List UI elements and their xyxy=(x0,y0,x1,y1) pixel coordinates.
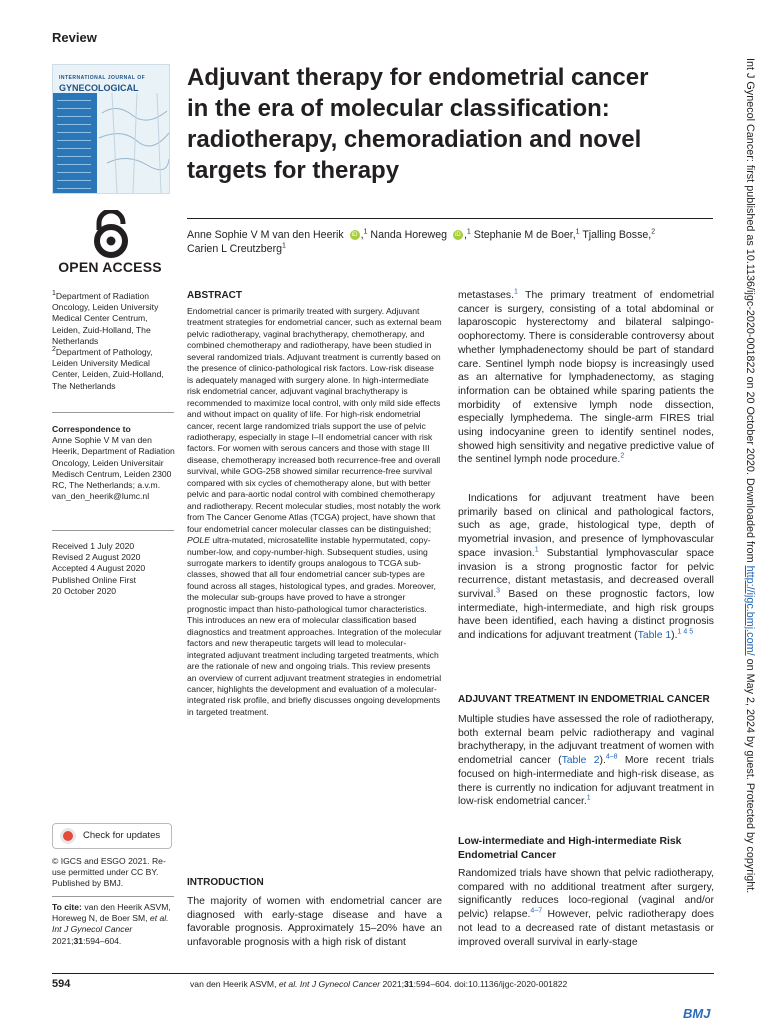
cover-world-map-graphic xyxy=(97,93,169,193)
section-label: Review xyxy=(52,30,97,45)
vertical-download-note: Int J Gynecol Cancer: first published as 10.1136/ijgc-2020-001822 on 20 October 2020. Downloaded from http://ijgc.bmj.com/ on May 2, 2024 by guest. Protected by copyright. xyxy=(744,58,756,894)
check-for-updates-button[interactable]: Check for updates xyxy=(52,823,172,849)
orcid-icon[interactable]: iD xyxy=(453,230,463,240)
sidebar-divider xyxy=(52,412,174,413)
affiliation-2: $^2$Department of Pathology, Leiden University Medical Center, Leiden, Zuid-Holland, The Netherlands xyxy=(52,346,164,391)
open-access-label: OPEN ACCESS xyxy=(58,259,162,275)
author-name: Anne Sophie V M van den Heerik xyxy=(187,229,344,241)
author-name: Tjalling Bosse, xyxy=(582,229,652,241)
open-access-lock-icon xyxy=(86,210,136,258)
sidebar-divider xyxy=(52,530,174,531)
body-paragraph-2: Indications for adjuvant treatment have been primarily based on clinical and pathological factors, such as age, grade, histological type, depth of myometrial invasion, and presence of lymphovascular space invasion.$^1$ Substantial lymphovascular space invasion is a strong prognostic factor for pelvic recurrence, distant metastasis, and decreased overall survival.$^3$ Based on these prognostic factors, low intermediate, high-intermediate, and high risk groups have been identified, each having a distinct prognosis and indications for adjuvant treatment (Table 1).$^{1 4 5}$ xyxy=(458,493,715,642)
page-number: 594 xyxy=(52,978,71,990)
journal-cover-image[interactable] xyxy=(52,64,170,194)
bmj-logo: BMJ xyxy=(683,1006,711,1021)
affiliation-1: $^1$Department of Radiation Oncology, Leiden University Medical Center Centrum, Leiden, Zuid-Holland, The Netherlands xyxy=(52,290,159,346)
body-paragraph-4: Randomized trials have shown that pelvic radiotherapy, compared with no additional treatment after surgery, significantly reduces loco-regional (vaginal and/or pelvic) relapse.$^{4-7}$ However, pelvic radiotherapy does not lead to a decreased rate of distant metastasis or improved overall survival in early-stage xyxy=(458,868,714,948)
affiliations xyxy=(52,291,176,392)
body-paragraph-3: Multiple studies have assessed the role of radiotherapy, both external beam pelvic radiotherapy and vaginal brachytherapy, in the adjuvant treatment of women with endometrial cancer (Table 2).$^{4-8}$ More recent trials focused on high-intermediate and high-risk disease, as there is currently no indication for adjuvant treatment in low-risk endometrial cancer.$^1$ xyxy=(458,714,714,808)
introduction-paragraph: The majority of women with endometrial cancer are diagnosed with early-stage disease and have a favorable prognosis. Approximately 15–20% have an unfavorable prognosis with a high risk of distant xyxy=(187,896,442,949)
body-paragraph-1: metastases.$^1$ The primary treatment of endometrial cancer is surgery, consisting of a total abdominal or laparoscopic hysterectomy and bilateral salpingo-oophorectomy. There is considerable controversy about whether lymphadenectomy should be part of standard care. Sentinel lymph node biopsy is increasingly used as an alternative for lymphadenectomy, as staging information can be obtained while sparing patients the morbidity of extensive lymph node dissection, especially lymphedema. The single-arm FIRES trial using indocyanine green to identify sentinel nodes, showed high sensitivity and negative predictive value of the sentinel lymph node procedure.$^2$ xyxy=(458,288,714,466)
table-1-link[interactable]: Table 1 xyxy=(637,630,672,642)
introduction-heading: INTRODUCTION xyxy=(187,877,264,888)
footer-divider xyxy=(52,973,714,974)
footer-citation: van den Heerik ASVM, et al. Int J Gynecol Cancer 2021;31:594–604. doi:10.1136/ijgc-2020-001822 xyxy=(190,979,568,989)
author-name: Carien L Creutzberg xyxy=(187,243,282,255)
crossmark-icon xyxy=(60,828,76,844)
abstract-heading: ABSTRACT xyxy=(187,290,242,301)
article-title: Adjuvant therapy for endometrial cancer in the era of molecular classification: radiotherapy, chemoradiation and novel targets for therapy xyxy=(187,64,649,184)
cover-contents-band xyxy=(53,93,97,193)
orcid-icon[interactable]: iD xyxy=(350,230,360,240)
abstract-body: Endometrial cancer is primarily treated with surgery. Adjuvant treatment strategies for endometrial cancer, such as external beam pelvic radiotherapy, vaginal brachytherapy, chemotherapy, and combined chemotherapy and radiotherapy, have been studied in several randomized trials. Adjuvant treatment is currently based on the presence of clinico-pathological risk factors. Low-risk disease is adequately managed with surgery alone. In high-intermediate risk endometrial cancer, adjuvant vaginal brachytherapy is recommended to maximize local control, with only mild side effects and without impact on quality of life. For high-risk endometrial cancer, recent large randomized trials support the use of pelvic radiotherapy, especially in stage I–II endometrial cancer with risk factors. For women with serous cancers and those with stage III disease, chemotherapy increased both recurrence-free and overall survival, while GOG-258 showed similar recurrence-free survival compared with six cycles of chemotherapy alone, but with better pelvic and para-aortic nodal control with combined chemotherapy and radiotherapy. Recent molecular studies, most notably the work from The Cancer Genome Atlas (TCGA) project, have shown that four endometrial cancer molecular classes can be distinguished; POLE ultra-mutated, microsatellite instable hypermutated, copy-number-low, and copy-number-high. Subsequent studies, using surrogate markers to identify groups analogous to TCGA sub-classes, showed that all four endometrial cancer sub-types are found across all stages, histological types, and grades. Moreover, the molecular sub-groups have proved to have a stronger prognostic impact than histo-pathological tumor characteristics. This introduces an new era of molecular classification based diagnostics and treatment approaches. Integration of the molecular factors and new therapeutic targets will lead to molecular-integrated adjuvant treatment including targeted treatments, which are the rationale of new and ongoing trials. This review presents an overview of current adjuvant treatment strategies in endometrial cancer, highlights the development and evaluation of a molecular-integrated risk profile, and briefly discusses ongoing developments in targeted treatment. xyxy=(187,306,442,717)
subsection-heading: Low-intermediate and High-intermediate Risk Endometrial Cancer xyxy=(458,836,682,861)
correspondence xyxy=(52,424,176,502)
journal-url-link[interactable]: http://ijgc.bmj.com/ xyxy=(744,565,756,656)
author-name: Nanda Horeweg xyxy=(370,229,447,241)
journal-cover-title: INTERNATIONAL JOURNAL OF GYNECOLOGICAL xyxy=(59,75,146,93)
article-dates: Received 1 July 2020 Revised 2 August 2020 Accepted 4 August 2020 Published Online First 20 October 2020 xyxy=(52,541,146,596)
adjuvant-treatment-heading: ADJUVANT TREATMENT IN ENDOMETRIAL CANCER xyxy=(458,694,710,705)
author-list: Anne Sophie V M van den Heerik iD ,$^1$ Nanda Horeweg iD ,$^1$ Stephanie M de Boer,$^1$ Tjalling Bosse,$^2$ Carien L Creutzberg$^1$ xyxy=(187,228,656,255)
correspondence-heading: Correspondence to xyxy=(52,424,131,434)
copyright-notice: © IGCS and ESGO 2021. Re-use permitted under CC BY. Published by BMJ. xyxy=(52,856,166,889)
author-name: Stephanie M de Boer, xyxy=(473,229,576,241)
correspondence-text: Anne Sophie V M van den Heerik, Department of Radiation Oncology, Leiden Universitair Medisch Centrum, Leiden 2300 RC, The Netherlands; a.v.m. van_den_heerik@lumc.nl xyxy=(52,435,175,502)
title-divider xyxy=(187,218,713,219)
table-2-link[interactable]: Table 2 xyxy=(561,755,600,767)
to-cite-box: To cite: van den Heerik ASVM, Horeweg N, de Boer SM, et al. Int J Gynecol Cancer 2021;31:594–604. xyxy=(52,896,174,947)
